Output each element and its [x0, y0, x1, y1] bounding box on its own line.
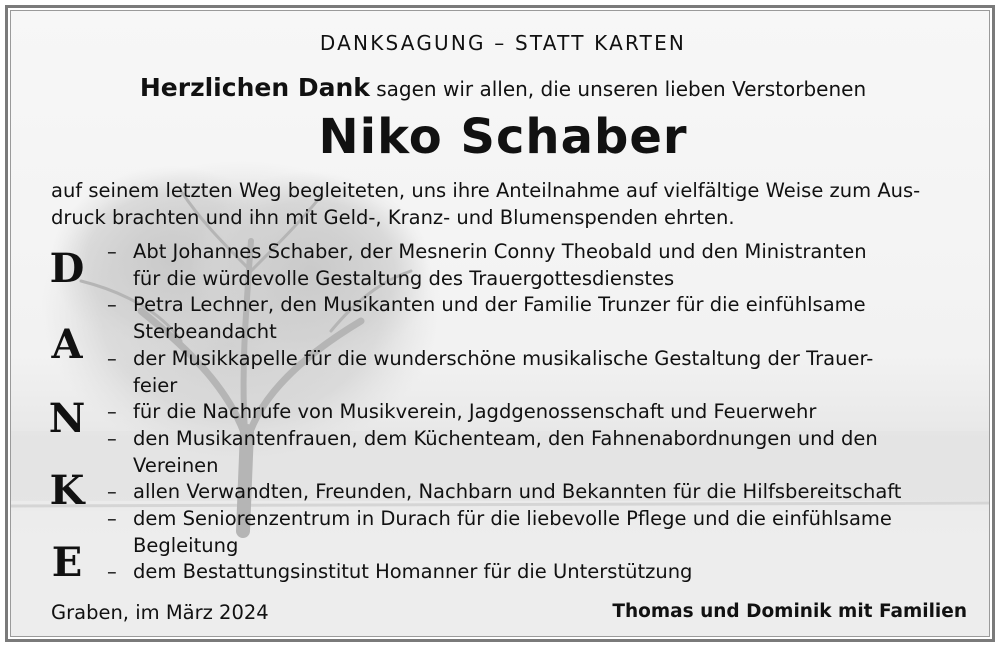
- item-dash: –: [107, 426, 117, 450]
- item-line: Begleitung: [133, 533, 239, 557]
- notice-header: DANKSAGUNG – STATT KARTEN: [319, 31, 687, 55]
- item-dash: –: [107, 507, 117, 531]
- item-line: Petra Lechner, den Musikanten und der Familie Trunzer für die einfühlsame: [133, 293, 866, 317]
- deceased-name: Niko Schaber: [318, 109, 688, 165]
- thanks-rest: sagen wir allen, die unseren lieben Verstorbenen: [376, 77, 867, 101]
- list-item: [107, 559, 977, 586]
- list-item: [107, 346, 977, 399]
- list-item: [107, 239, 977, 292]
- list-item: [107, 479, 977, 506]
- item-dash: –: [107, 240, 117, 263]
- danke-letter-d: D: [49, 245, 85, 292]
- notice-inner: [10, 10, 990, 637]
- notice-content: [11, 11, 990, 637]
- list-item: [107, 292, 977, 345]
- danke-letter-k: K: [49, 467, 85, 514]
- intro-line: druck brachten und ihn mit Geld-, Kranz- und Blumenspenden ehrten.: [51, 206, 735, 229]
- signature: Thomas und Dominik mit Familien: [612, 601, 967, 622]
- item-line: feier: [133, 373, 178, 397]
- list-item: [107, 399, 977, 426]
- item-line: Abt Johannes Schaber, der Mesnerin Conny Theobald und den Ministranten: [133, 240, 867, 263]
- item-dash: –: [107, 560, 117, 584]
- danke-letter-e: E: [51, 539, 83, 586]
- item-dash: –: [107, 293, 117, 317]
- item-line: allen Verwandten, Freunden, Nachbarn und Bekannten für die Hilfsbereitschaft: [133, 480, 902, 504]
- item-dash: –: [107, 400, 117, 424]
- item-line: dem Bestattungsinstitut Homanner für die Unterstützung: [133, 560, 693, 584]
- notice-frame: [5, 5, 995, 642]
- item-dash: –: [107, 346, 117, 370]
- thanks-strong: Herzlichen Dank: [139, 73, 370, 102]
- item-line: der Musikkapelle für die wunderschöne musikalische Gestaltung der Trauer-: [133, 346, 874, 370]
- thanks-list: [107, 239, 977, 586]
- list-item: [107, 506, 977, 559]
- danke-letter-a: A: [51, 321, 83, 368]
- intro-line: auf seinem letzten Weg begleiteten, uns ihre Anteilnahme auf vielfältige Weise zum Aus-: [51, 179, 921, 202]
- thanks-line: [11, 73, 990, 102]
- item-dash: –: [107, 480, 117, 504]
- intro-text: [51, 177, 971, 231]
- item-line: für die Nachrufe von Musikverein, Jagdgenossenschaft und Feuerwehr: [133, 400, 817, 424]
- list-item: [107, 426, 977, 479]
- item-line: Vereinen: [133, 453, 219, 477]
- place-date: Graben, im März 2024: [51, 601, 269, 624]
- item-line: den Musikantenfrauen, dem Küchenteam, den Fahnenabordnungen und den: [133, 426, 878, 450]
- item-line: Sterbeandacht: [133, 320, 277, 344]
- item-line: dem Seniorenzentrum in Durach für die liebevolle Pflege und die einfühlsame: [133, 507, 892, 531]
- danke-letter-n: N: [48, 395, 86, 442]
- item-line: für die würdevolle Gestaltung des Trauergottesdienstes: [133, 266, 675, 290]
